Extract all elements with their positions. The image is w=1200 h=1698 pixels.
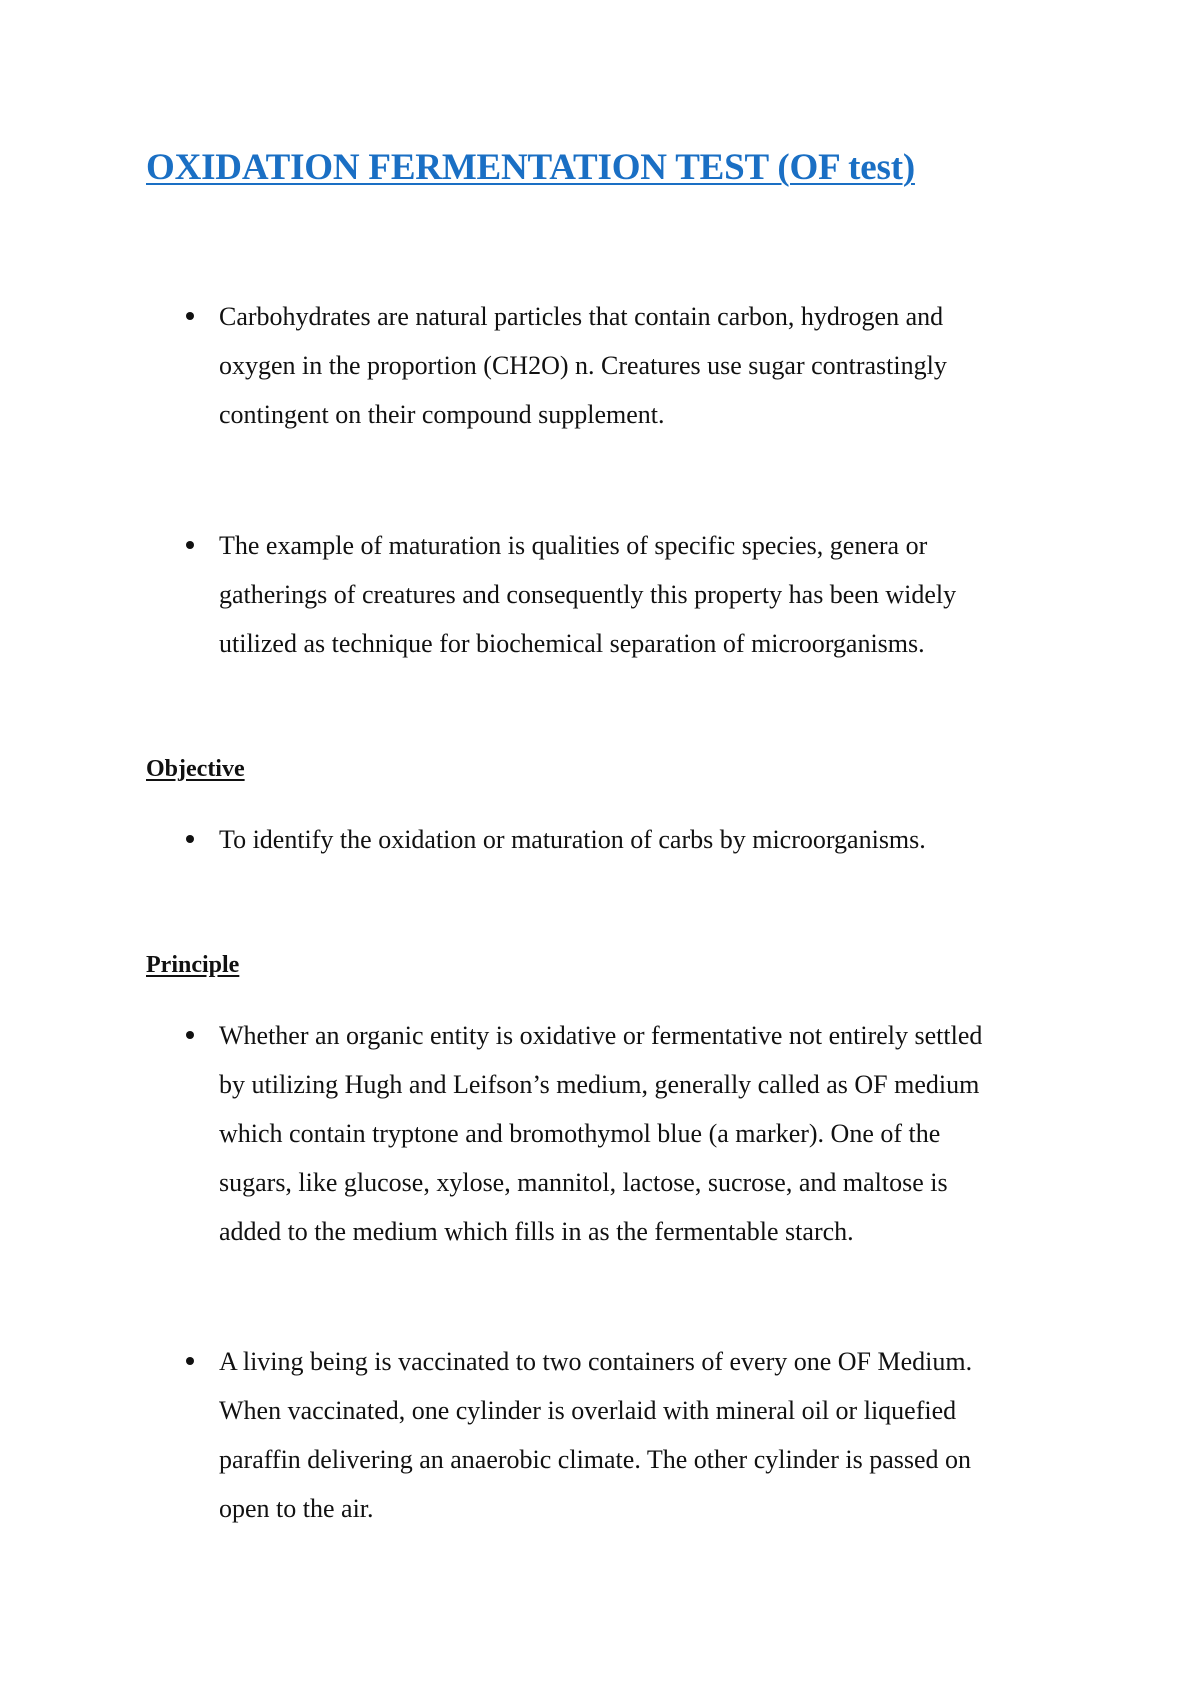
text-line: paraffin delivering an anaerobic climate. The other cylinder is passed on [219, 1445, 972, 1474]
bullet-text [219, 1337, 1079, 1533]
text-line: which contain tryptone and bromothymol blue (a marker). One of the [219, 1119, 941, 1148]
text-line: added to the medium which fills in as the fermentable starch. [219, 1217, 854, 1246]
objective-bullet-1 [186, 815, 1079, 864]
text-line: gatherings of creatures and consequently this property has been widely [219, 580, 957, 609]
bullet-text [219, 1011, 1079, 1256]
bullet-text [219, 815, 1079, 864]
intro-bullet-2 [186, 521, 1079, 668]
text-line: sugars, like glucose, xylose, mannitol, lactose, sucrose, and maltose is [219, 1168, 948, 1197]
text-line: by utilizing Hugh and Leifson’s medium, generally called as OF medium [219, 1070, 980, 1099]
text-line: To identify the oxidation or maturation of carbs by microorganisms. [219, 825, 926, 854]
text-line: Whether an organic entity is oxidative or fermentative not entirely settled [219, 1021, 983, 1050]
text-line: A living being is vaccinated to two containers of every one OF Medium. [219, 1347, 973, 1376]
text-line: open to the air. [219, 1494, 374, 1523]
bullet-icon [186, 541, 194, 549]
intro-bullet-1 [186, 292, 1079, 439]
text-line: oxygen in the proportion (CH2O) n. Creatures use sugar contrastingly [219, 351, 947, 380]
page-title: OXIDATION FERMENTATION TEST (OF test) [146, 147, 915, 188]
bullet-icon [186, 312, 194, 320]
text-line: When vaccinated, one cylinder is overlaid with mineral oil or liquefied [219, 1396, 957, 1425]
text-line: utilized as technique for biochemical separation of microorganisms. [219, 629, 925, 658]
text-line: Carbohydrates are natural particles that contain carbon, hydrogen and [219, 302, 944, 331]
principle-bullet-1 [186, 1011, 1079, 1256]
bullet-icon [186, 835, 194, 843]
principle-heading: Principle [146, 952, 240, 978]
principle-bullet-2 [186, 1337, 1079, 1533]
bullet-icon [186, 1031, 194, 1039]
text-line: The example of maturation is qualities of specific species, genera or [219, 531, 928, 560]
bullet-text [219, 521, 1079, 668]
text-line: contingent on their compound supplement. [219, 400, 665, 429]
bullet-icon [186, 1357, 194, 1365]
bullet-text [219, 292, 1079, 439]
objective-heading: Objective [146, 756, 245, 782]
